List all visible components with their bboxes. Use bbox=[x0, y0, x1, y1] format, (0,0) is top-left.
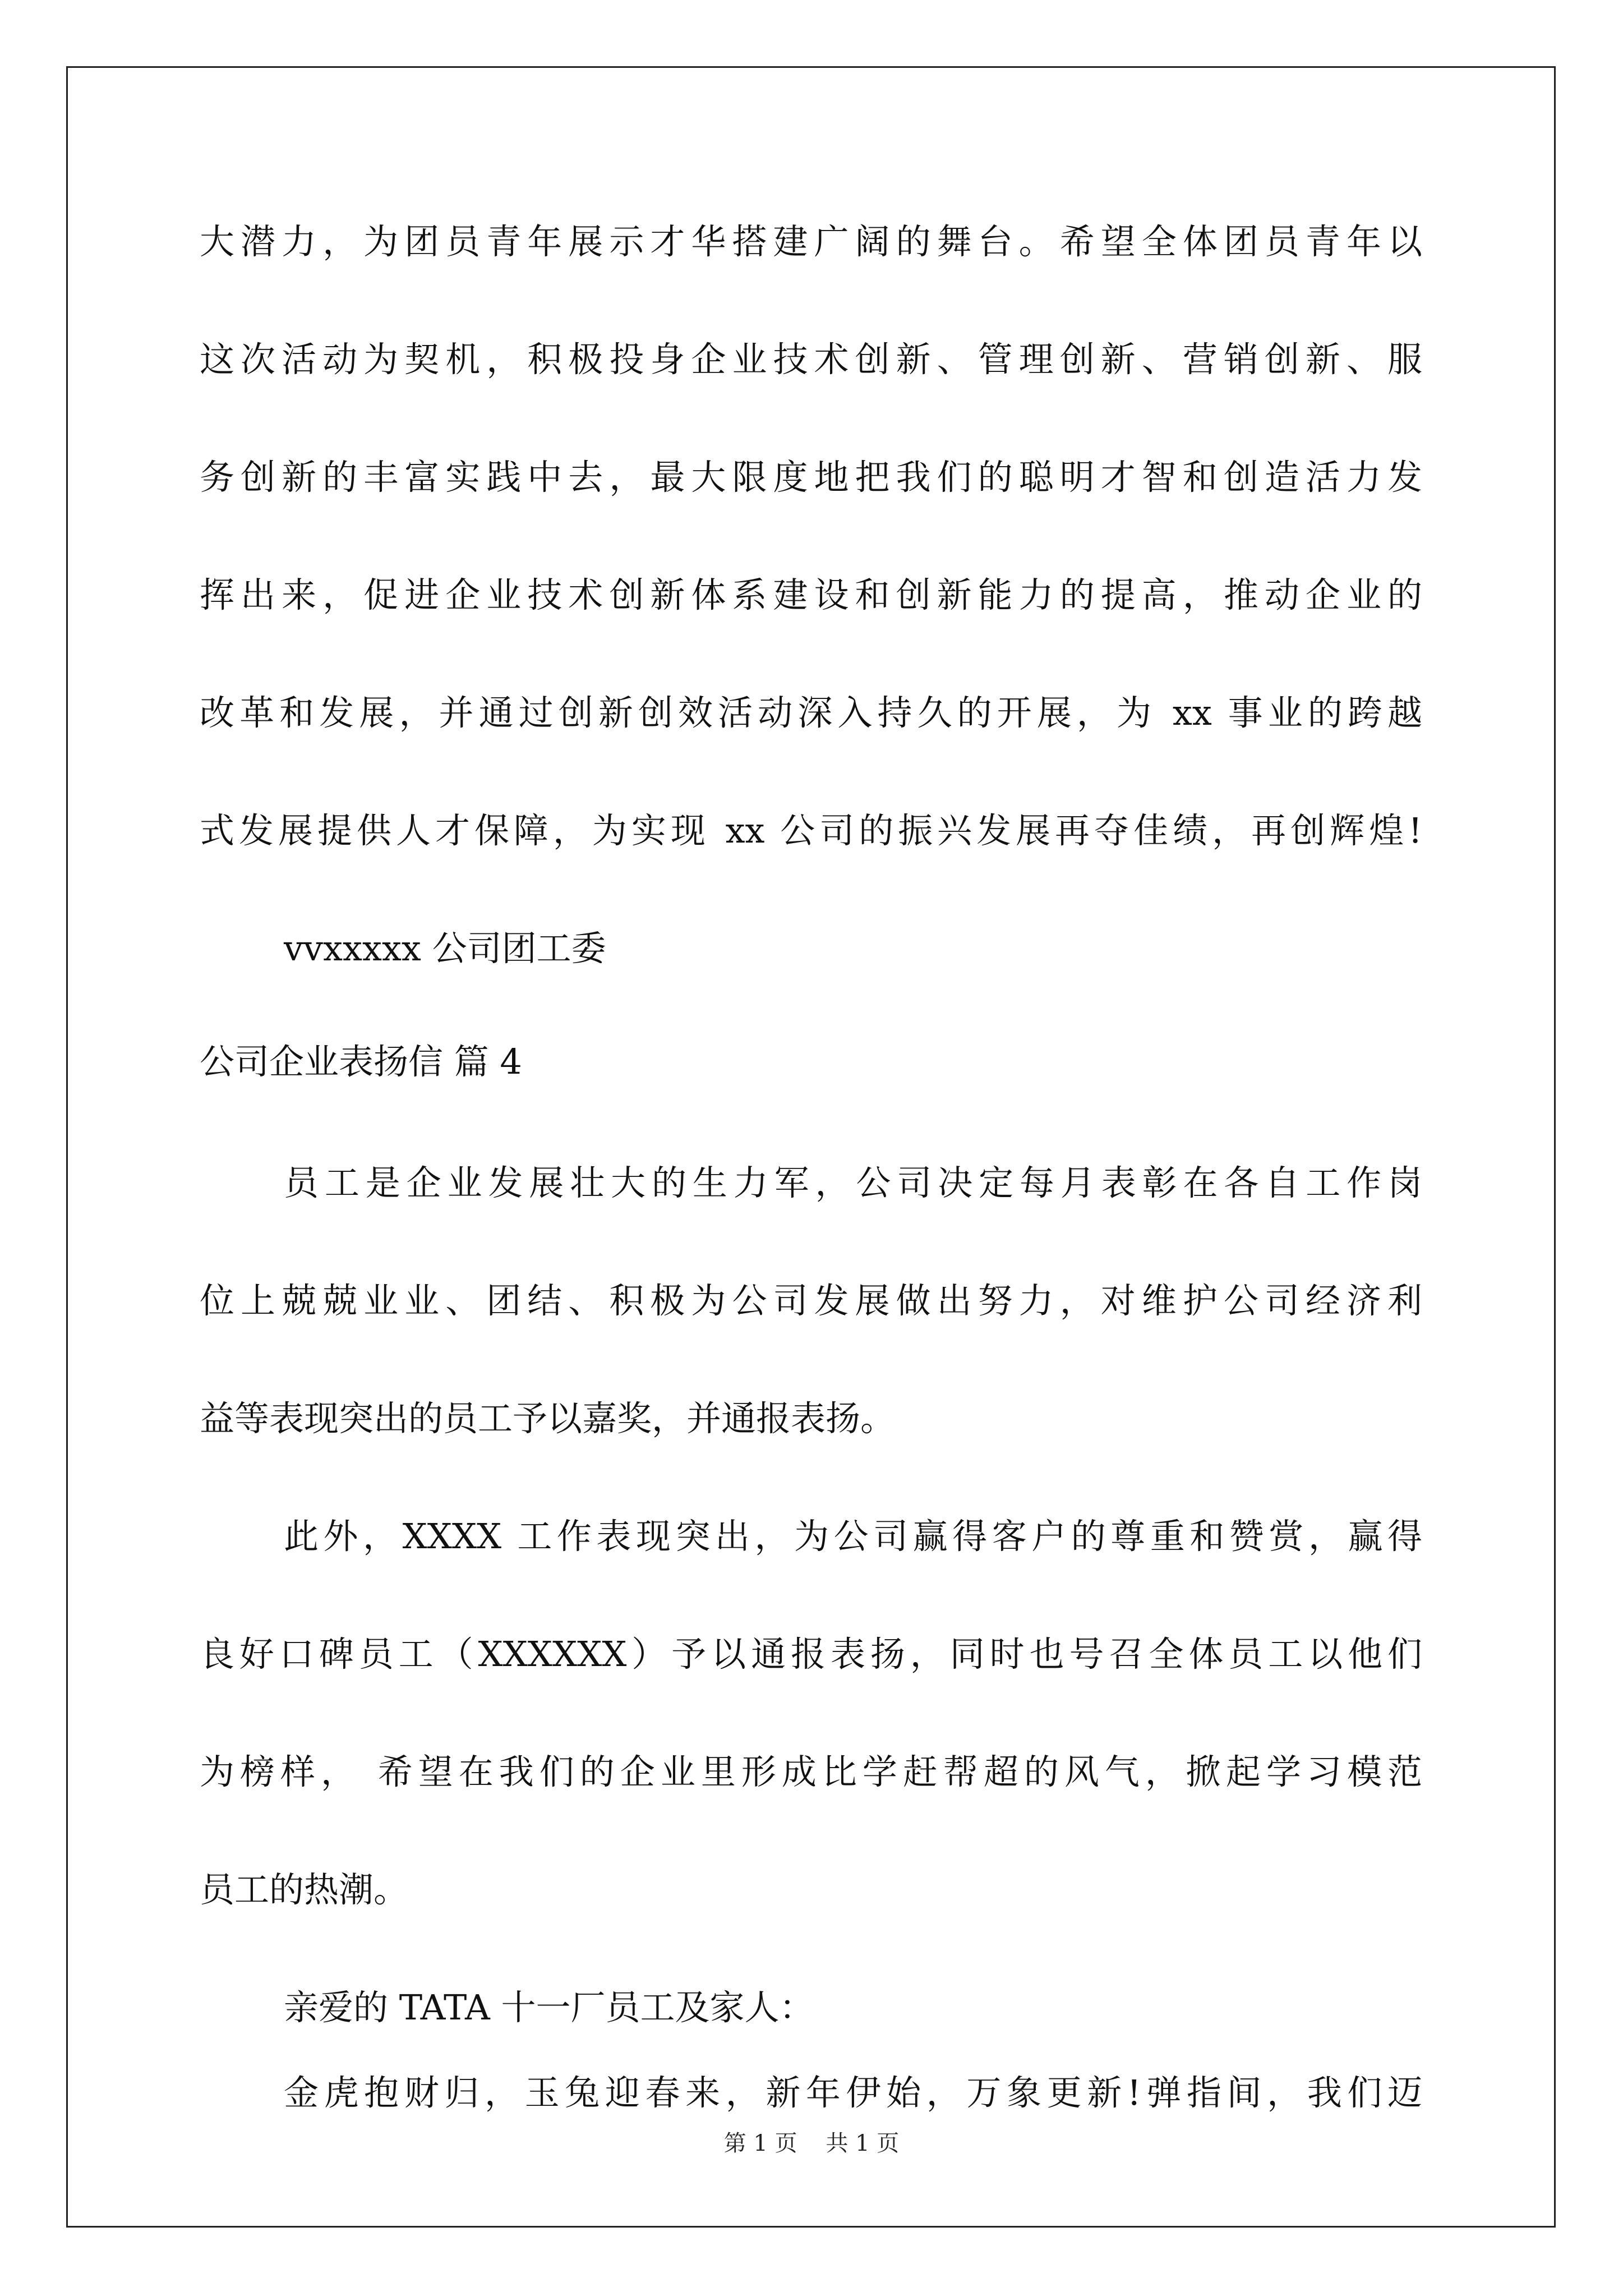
text-line: 挥出来，促进企业技术创新体系建设和创新能力的提高，推动企业的 bbox=[200, 574, 1422, 615]
text-line: 良好口碑员工（XXXXXX）予以通报表扬，同时也号召全体员工以他们 bbox=[200, 1634, 1422, 1674]
page-footer: 第 1 页 共 1 页 bbox=[723, 2131, 900, 2156]
text-line: 务创新的丰富实践中去，最大限度地把我们的聪明才智和创造活力发 bbox=[200, 457, 1422, 498]
text-line: 员工的热潮。 bbox=[200, 1869, 409, 1910]
text-line: 此外，XXXX 工作表现突出，为公司赢得客户的尊重和赞赏，赢得 bbox=[284, 1516, 1422, 1557]
signature-line: vvxxxxx 公司团工委 bbox=[284, 928, 606, 969]
salutation-line: 亲爱的 TATA 十一厂员工及家人： bbox=[284, 1987, 814, 2028]
text-line: 改革和发展，并通过创新创效活动深入持久的开展，为 xx 事业的跨越 bbox=[200, 692, 1422, 733]
section-heading: 公司企业表扬信 篇 4 bbox=[200, 1041, 522, 1082]
text-line: 员工是企业发展壮大的生力军，公司决定每月表彰在各自工作岗 bbox=[284, 1162, 1422, 1203]
text-line: 大潜力，为团员青年展示才华搭建广阔的舞台。希望全体团员青年以 bbox=[200, 221, 1422, 262]
text-line: 金虎抱财归，玉兔迎春来，新年伊始，万象更新!弹指间，我们迈 bbox=[284, 2072, 1422, 2113]
text-line: 为榜样， 希望在我们的企业里形成比学赶帮超的风气，掀起学习模范 bbox=[200, 1751, 1422, 1792]
text-line: 位上兢兢业业、团结、积极为公司发展做出努力，对维护公司经济利 bbox=[200, 1280, 1422, 1321]
text-line: 式发展提供人才保障，为实现 xx 公司的振兴发展再夺佳绩，再创辉煌! bbox=[200, 810, 1422, 851]
text-line: 这次活动为契机，积极投身企业技术创新、管理创新、营销创新、服 bbox=[200, 339, 1422, 380]
text-line: 益等表现突出的员工予以嘉奖，并通报表扬。 bbox=[200, 1398, 896, 1439]
